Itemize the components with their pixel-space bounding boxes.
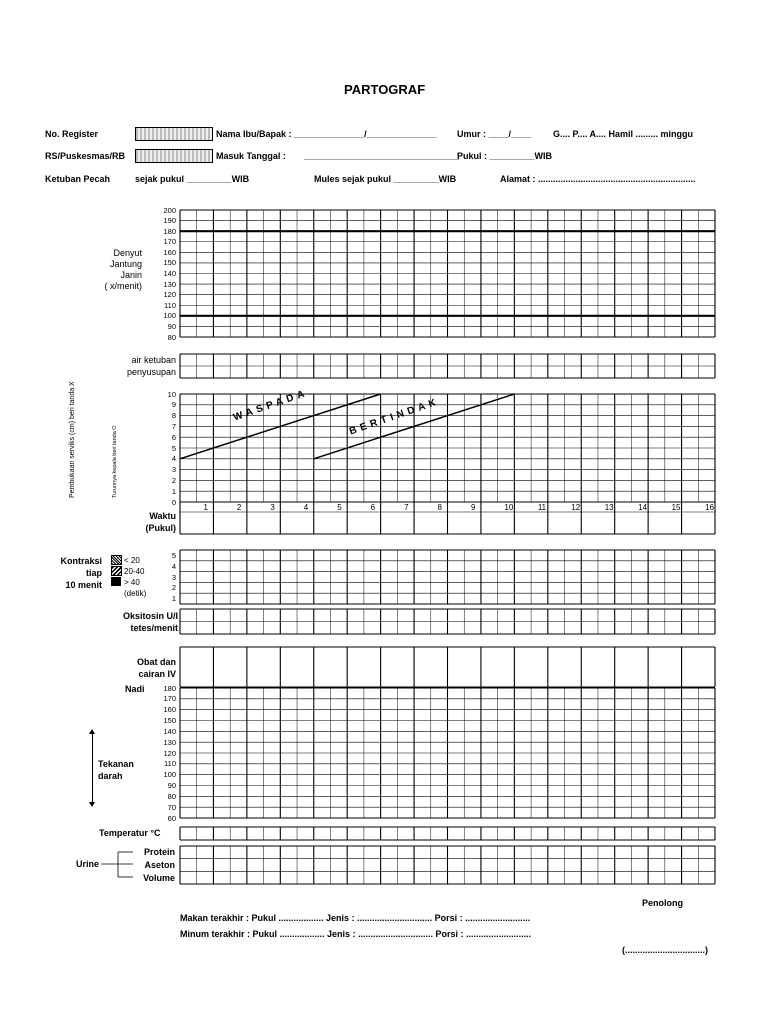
serviks-tick-label: 4 [171, 454, 176, 464]
nadi-tick-label: 130 [163, 737, 176, 747]
hour-label: 1 [203, 503, 208, 512]
djj-tick-label: 200 [163, 205, 176, 215]
djj-tick-label: 80 [167, 332, 176, 342]
penolong-label: Penolong [642, 898, 683, 908]
hour-label: 13 [604, 503, 614, 512]
nadi-tick-label: 170 [163, 694, 176, 704]
nadi-tick-label: 180 [163, 683, 176, 693]
masuk-tanggal-field[interactable]: _______________________________ [304, 151, 460, 161]
ketuban-field[interactable]: sejak pukul _________WIB [135, 174, 250, 184]
tekanan-arrow-icon [92, 732, 93, 804]
nadi-tick-label: 160 [163, 705, 176, 715]
makan-terakhir-field[interactable]: Makan terakhir : Pukul .................. Jenis : .............................. Porsi : .......................... [180, 913, 531, 923]
penolong-signature-field[interactable]: (................................) [622, 945, 709, 955]
hour-label: 9 [470, 503, 476, 512]
nadi-tick-label: 150 [163, 716, 176, 725]
legend-hatched-icon [111, 566, 122, 576]
hour-label: 3 [270, 503, 275, 512]
mules-field[interactable]: Mules sejak pukul _________WIB [314, 174, 457, 184]
kontraksi-legend: < 20 20-40 > 40 (detik) [124, 556, 147, 598]
legend-dotted-icon [111, 555, 122, 565]
nadi-tick-label: 110 [164, 759, 176, 769]
hour-label: 11 [537, 503, 547, 512]
djj-tick-label: 130 [163, 279, 176, 289]
nadi-tick-label: 140 [163, 726, 176, 736]
hour-label: 8 [437, 503, 442, 512]
arrow-down-icon [89, 802, 95, 807]
nadi-tick-label: 60 [167, 813, 176, 823]
kontraksi-tick-label: 1 [171, 594, 176, 604]
kontraksi-tick-label: 2 [171, 583, 176, 593]
obat-label: Obat dan cairan IV [136, 657, 176, 679]
hour-label: 12 [571, 503, 581, 512]
waktu-label: Waktu (Pukul) [145, 511, 176, 533]
hour-label: 6 [370, 503, 376, 512]
nadi-tick-label: 100 [163, 770, 176, 780]
kepala-side-label: Turunnya kepala beri tanda O [112, 425, 118, 498]
djj-label: Denyut Jantung Janin ( x/menit) [104, 248, 142, 291]
djj-tick-label: 160 [163, 247, 176, 257]
serviks-tick-label: 9 [171, 400, 176, 410]
no-register-label: No. Register [45, 129, 99, 139]
legend-solid-icon [111, 577, 121, 586]
djj-tick-label: 150 [163, 258, 176, 268]
hour-label: 15 [671, 503, 681, 512]
kontraksi-label: Kontraksi tiap 10 menit [60, 556, 102, 590]
djj-tick-label: 140 [163, 269, 176, 278]
gpa-field[interactable]: G.... P.... A.... Hamil ......... minggu [553, 129, 694, 139]
alamat-field[interactable]: Alamat : ............................................................... [500, 174, 696, 184]
bertindak-label: BERTINDAK [348, 396, 442, 438]
djj-tick-label: 180 [163, 226, 176, 236]
djj-tick-label: 90 [167, 321, 176, 331]
rs-label: RS/Puskesmas/RB [45, 151, 126, 161]
kontraksi-tick-label: 3 [171, 572, 176, 582]
djj-tick-label: 100 [163, 311, 176, 321]
djj-tick-label: 170 [163, 237, 176, 247]
serviks-side-label: Pembukaan serviks (cm) beri tanda X [69, 381, 76, 498]
nama-ibu-field[interactable]: Nama Ibu/Bapak : ______________/______________ [216, 129, 437, 139]
tekanan-darah-label: Tekanan darah [98, 759, 134, 781]
temperatur-label: Temperatur °C [99, 828, 161, 838]
serviks-tick-label: 10 [167, 389, 176, 399]
serviks-tick-label: 6 [171, 432, 176, 442]
hour-label: 2 [236, 503, 242, 512]
pukul-field[interactable]: Pukul : _________WIB [457, 151, 553, 161]
serviks-tick-label: 1 [171, 486, 176, 496]
kontraksi-tick-label: 5 [171, 550, 176, 560]
arrow-up-icon [89, 729, 95, 734]
serviks-tick-label: 7 [171, 421, 176, 431]
djj-tick-label: 190 [163, 216, 176, 226]
hour-label: 7 [404, 503, 409, 512]
urine-rows: Protein Aseton Volume [143, 847, 175, 883]
kontraksi-tick-label: 4 [171, 561, 176, 571]
djj-tick-label: 120 [163, 290, 176, 300]
nadi-tick-label: 80 [167, 791, 176, 801]
hour-label: 14 [638, 503, 648, 512]
urine-label: Urine [76, 859, 100, 869]
hour-label: 16 [705, 503, 714, 512]
hour-label: 4 [303, 503, 309, 512]
umur-field[interactable]: Umur : ____/____ [457, 129, 532, 139]
air-ketuban-label: air ketuban penyusupan [126, 355, 176, 377]
nadi-tick-label: 120 [163, 748, 176, 758]
oksitosin-label: Oksitosin U/I tetes/menit [122, 611, 178, 633]
hour-label: 10 [504, 503, 514, 512]
serviks-tick-label: 2 [171, 475, 176, 485]
serviks-tick-label: 3 [171, 465, 176, 475]
page-title: PARTOGRAF [344, 82, 426, 97]
masuk-tanggal-label: Masuk Tanggal : [216, 151, 286, 161]
djj-tick-label: 110 [164, 300, 176, 310]
minum-terakhir-field[interactable]: Minum terakhir : Pukul .................. Jenis : .............................. Porsi : .......................... [180, 929, 532, 939]
serviks-tick-label: 0 [171, 497, 176, 507]
hour-label: 5 [337, 503, 342, 512]
ketuban-label: Ketuban Pecah [45, 174, 111, 184]
nadi-tick-label: 70 [167, 802, 176, 812]
serviks-tick-label: 5 [171, 443, 176, 453]
waspada-label: WASPADA [232, 387, 310, 424]
nadi-tick-label: 90 [167, 781, 176, 790]
serviks-tick-label: 8 [171, 411, 176, 421]
nadi-label: Nadi [125, 684, 145, 694]
